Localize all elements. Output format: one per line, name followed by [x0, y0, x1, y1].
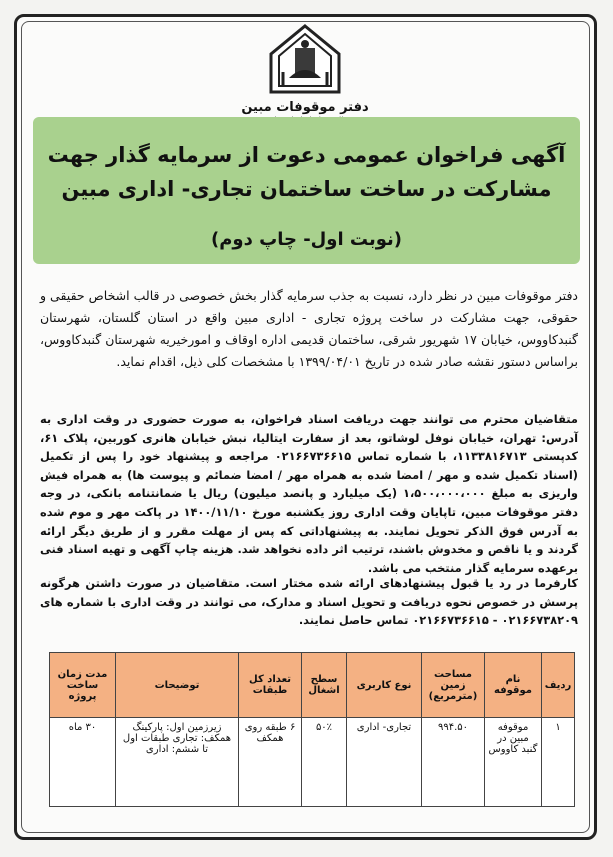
- table-header: نوع کاربری: [347, 653, 422, 718]
- table-cell: ۹۹۴.۵۰: [422, 718, 485, 807]
- mosque-emblem-icon: [265, 22, 345, 98]
- table-cell: زیرزمین اول: پارکینگ همکف: تجاری طبقات اول تا ششم: اداری: [116, 718, 239, 807]
- table-header: سطح اشغال: [302, 653, 347, 718]
- announcement-subtitle: (نوبت اول- چاپ دوم): [211, 229, 402, 250]
- table-header: مساحت زمین (مترمربع): [422, 653, 485, 718]
- conditions-paragraph: متقاضیان محترم می توانند جهت دریافت اسناد فراخوان، به صورت حضوری در وقت اداری به آدرس: تهران، خیابان نوفل لوشاتو، بعد از سفارت ایتالیا، نبش خیابان هانری کوربین، پلاک ۶۱، کدپستی ۱۱۳۳۸۱۶۷۱۳، با شماره تماس ۰۲۱۶۶۷۳۶۶۱۵ مراجعه و پیشنهاد خود را پس از تکمیل (اسناد تکمیل شده و مهر / امضا شده به همراه مهر / امضا ضمائم و پیوست ها) به همراه فیش واریزی به مبلغ ۱،۵۰۰،۰۰۰،۰۰۰ (یک میلیارد و پانصد میلیون) ریال یا ضمانتنامه بانکی، در وجه دفتر موقوفات مبین، تاپایان وقت اداری روز یکشنبه مورخ ۱۴۰۰/۱۱/۱۰ در پاکت مهر و موم شده به آدرس فوق الذکر تحویل نمایند. به پیشنهاداتی که پس از مهلت مقرر و از طریق دیگر ارائه گردند و یا ناقص و مخدوش باشند، ترتیب اثر داده نخواهد شد. هزینه چاپ آگهی و تهیه اسناد فنی برعهده سرمایه گذار منتخب می باشد.: [40, 412, 578, 575]
- announcement-title: آگهی فراخوان عمومی دعوت از سرمایه گذار جهت مشارکت در ساخت ساختمان تجاری- اداری مبین: [47, 143, 566, 201]
- table-cell: تجاری- اداری: [347, 718, 422, 807]
- table-header: نام موقوفه: [485, 653, 542, 718]
- table-header: تعداد کل طبقات: [239, 653, 302, 718]
- table-header: مدت زمان ساخت پروژه: [50, 653, 116, 718]
- table-cell: ۱: [542, 718, 575, 807]
- table-row: [50, 718, 575, 807]
- table-cell: ۶ طبقه روی همکف: [239, 718, 302, 807]
- table-header: ردیف: [542, 653, 575, 718]
- table-cell: موقوفه مبین در گنبد کاووس: [485, 718, 542, 807]
- contact-paragraph: کارفرما در رد یا قبول پیشنهادهای ارائه شده مختار است. متقاضیان در صورت داشتن هرگونه پرسش در خصوص نحوه دریافت و تحویل اسناد و مدارک، می توانند در وقت اداری با شماره های ۰۲۱۶۶۷۳۸۲۰۹ - ۰۲۱۶۶۷۳۶۶۱۵ تماس حاصل نمایند.: [40, 576, 578, 628]
- table-cell: ۵۰٪: [302, 718, 347, 807]
- intro-paragraph: دفتر موقوفات مبین در نظر دارد، نسبت به جذب سرمایه گذار بخش خصوصی در قالب اشخاص حقیقی و حقوقی، جهت مشارکت در ساخت پروژه تجاری - اداری مبین واقع در استان گلستان، شهرستان گنبدکاووس، خیابان ۱۷ شهریور شرقی، ساختمان قدیمی اداره اوقاف و امورخیریه شهرستان گنبدکاووس، براساس دستور نقشه صادر شده در تاریخ ۱۳۹۹/۰۴/۰۱ با مشخصات کلی ذیل، اقدام نماید.: [40, 288, 579, 369]
- table-header-row: [50, 653, 575, 718]
- table-cell: ۳۰ ماه: [50, 718, 116, 807]
- project-table: [49, 652, 575, 807]
- logo-name: دفتر موقوفات مبین: [241, 100, 369, 115]
- table-header: توضیحات: [116, 653, 239, 718]
